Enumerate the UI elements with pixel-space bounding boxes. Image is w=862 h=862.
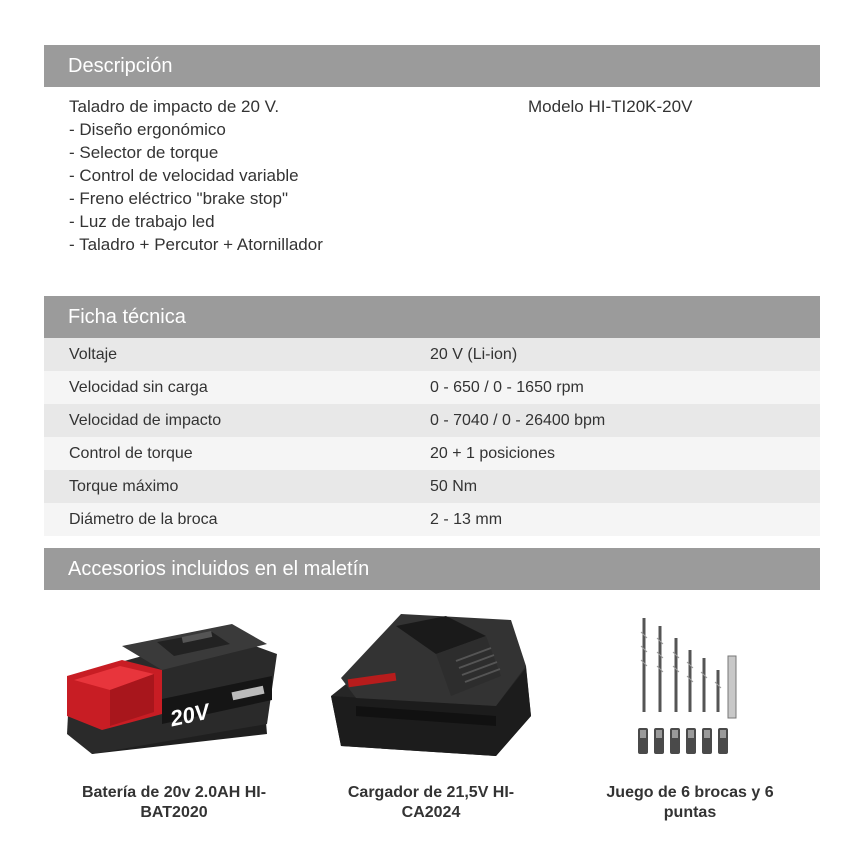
description-text [69,95,323,256]
caption-line: Batería de 20v 2.0AH HI- [81,784,267,801]
charger-image [326,606,532,766]
caption-line: CA2024 [401,804,461,821]
spec-value: 50 Nm [430,477,478,495]
battery-voltage-label: 20V [167,698,212,732]
section-header-descripcion: Descripción [44,45,820,87]
description-line: - Taladro + Percutor + Atornillador [69,235,323,254]
spec-row [44,371,820,404]
spec-value: 20 + 1 posiciones [430,444,555,462]
spec-label: Voltaje [69,345,118,363]
description-line: - Control de velocidad variable [69,166,299,185]
model-number: Modelo HI-TI20K-20V [528,97,693,116]
drill-bits-image [628,612,746,764]
description-line: - Selector de torque [69,143,219,162]
spec-row [44,404,820,437]
spec-label: Velocidad de impacto [69,411,222,429]
caption-line: Juego de 6 brocas y 6 [606,784,774,801]
spec-row [44,503,820,536]
spec-row [44,470,820,503]
spec-row [44,338,820,371]
caption-line: Cargador de 21,5V HI- [347,784,515,801]
caption-line: BAT2020 [140,804,208,821]
battery-image [62,604,282,764]
description-line: - Luz de trabajo led [69,212,215,231]
accessory-caption-battery [44,783,304,823]
accessory-caption-charger [301,783,561,823]
spec-label: Velocidad sin carga [69,378,208,396]
spec-value: 2 - 13 mm [430,510,503,528]
accessory-caption-drill-bits [560,783,820,823]
section-header-accesorios: Accesorios incluidos en el maletín [44,548,820,590]
spec-table [44,338,820,536]
description-line: - Freno eléctrico "brake stop" [69,189,288,208]
spec-label: Control de torque [69,444,193,462]
caption-line: puntas [663,804,717,821]
spec-value: 20 V (Li-ion) [430,345,518,363]
spec-value: 0 - 650 / 0 - 1650 rpm [430,378,584,396]
spec-label: Torque máximo [69,477,179,495]
spec-row [44,437,820,470]
description-line: - Diseño ergonómico [69,120,226,139]
spec-label: Diámetro de la broca [69,510,218,528]
spec-value: 0 - 7040 / 0 - 26400 bpm [430,411,606,429]
section-header-ficha-tecnica: Ficha técnica [44,296,820,338]
description-line: Taladro de impacto de 20 V. [69,97,280,116]
